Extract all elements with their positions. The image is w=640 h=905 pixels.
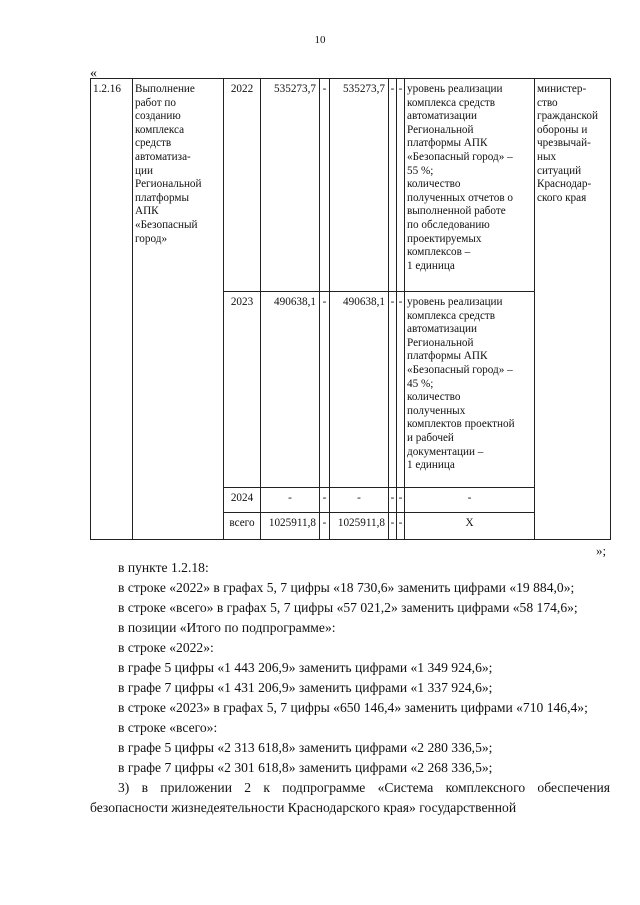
col4-cell: - — [320, 488, 330, 513]
table-row-2022 — [91, 79, 611, 292]
col5-cell: 535273,7 — [330, 79, 389, 292]
year-cell: всего — [224, 513, 261, 540]
year-cell: 2024 — [224, 488, 261, 513]
result-cell: уровень реализации комплекса средств автоматизации Региональной платформы АПК «Безопасный город» – 45 %; количество полученных комплектов проектной и рабочей документации – 1 единица — [405, 292, 535, 488]
paragraph: в графе 7 цифры «1 431 206,9» заменить цифрами «1 337 924,6»; — [118, 680, 493, 695]
paragraph: в графе 5 цифры «2 313 618,8» заменить цифрами «2 280 336,5»; — [118, 740, 493, 755]
activity-cell: Выполнение работ по созданию комплекса средств автоматиза- ции Региональной платформы АПК «Безопасный город» — [133, 79, 224, 540]
paragraph: 3) в приложении 2 к подпрограмме «Система комплексного обеспечения безопасности жизнедеятельности Краснодарского края» государственной — [90, 780, 610, 815]
col6-cell: - — [389, 488, 397, 513]
page-number: 10 — [314, 34, 326, 46]
paragraph: в графе 7 цифры «2 301 618,8» заменить цифрами «2 268 336,5»; — [118, 760, 493, 775]
col7-cell: - — [397, 292, 405, 488]
result-cell: Х — [405, 513, 535, 540]
col4-cell: - — [320, 292, 330, 488]
closing-quote: »; — [596, 543, 607, 558]
paragraph: в позиции «Итого по подпрограмме»: — [118, 620, 336, 635]
body-text — [90, 558, 610, 818]
paragraph: в строке «всего»: — [118, 720, 218, 735]
col7-cell: - — [397, 488, 405, 513]
col4-cell: - — [320, 513, 330, 540]
col7-cell: - — [397, 79, 405, 292]
total-cell: 1025911,8 — [261, 513, 320, 540]
paragraph: в строке «2023» в графах 5, 7 цифры «650 146,4» заменить цифрами «710 146,4»; — [118, 700, 588, 715]
col6-cell: - — [389, 513, 397, 540]
result-cell: - — [405, 488, 535, 513]
col5-cell: 1025911,8 — [330, 513, 389, 540]
year-cell: 2022 — [224, 79, 261, 292]
result-cell: уровень реализации комплекса средств автоматизации Региональной платформы АПК «Безопасный город» – 55 %; количество полученных отчетов о выполненной работе по обследованию проектируемых комплексов – 1 единица — [405, 79, 535, 292]
col5-cell: 490638,1 — [330, 292, 389, 488]
total-cell: - — [261, 488, 320, 513]
paragraph: в строке «2022» в графах 5, 7 цифры «18 730,6» заменить цифрами «19 884,0»; — [118, 580, 575, 595]
paragraph: в графе 5 цифры «1 443 206,9» заменить цифрами «1 349 924,6»; — [118, 660, 493, 675]
paragraph: в строке «всего» в графах 5, 7 цифры «57 021,2» заменить цифрами «58 174,6»; — [118, 600, 578, 615]
opening-quote: « — [90, 66, 97, 81]
col6-cell: - — [389, 79, 397, 292]
col7-cell: - — [397, 513, 405, 540]
col5-cell: - — [330, 488, 389, 513]
row-number-cell: 1.2.16 — [91, 79, 133, 540]
col6-cell: - — [389, 292, 397, 488]
total-cell: 535273,7 — [261, 79, 320, 292]
responsible-cell: министер- ство гражданской обороны и чрезвычай- ных ситуаций Краснодар- ского края — [535, 79, 611, 540]
measures-table — [90, 78, 611, 540]
year-cell: 2023 — [224, 292, 261, 488]
total-cell: 490638,1 — [261, 292, 320, 488]
paragraph: в пункте 1.2.18: — [118, 560, 209, 575]
paragraph: в строке «2022»: — [118, 640, 214, 655]
col4-cell: - — [320, 79, 330, 292]
